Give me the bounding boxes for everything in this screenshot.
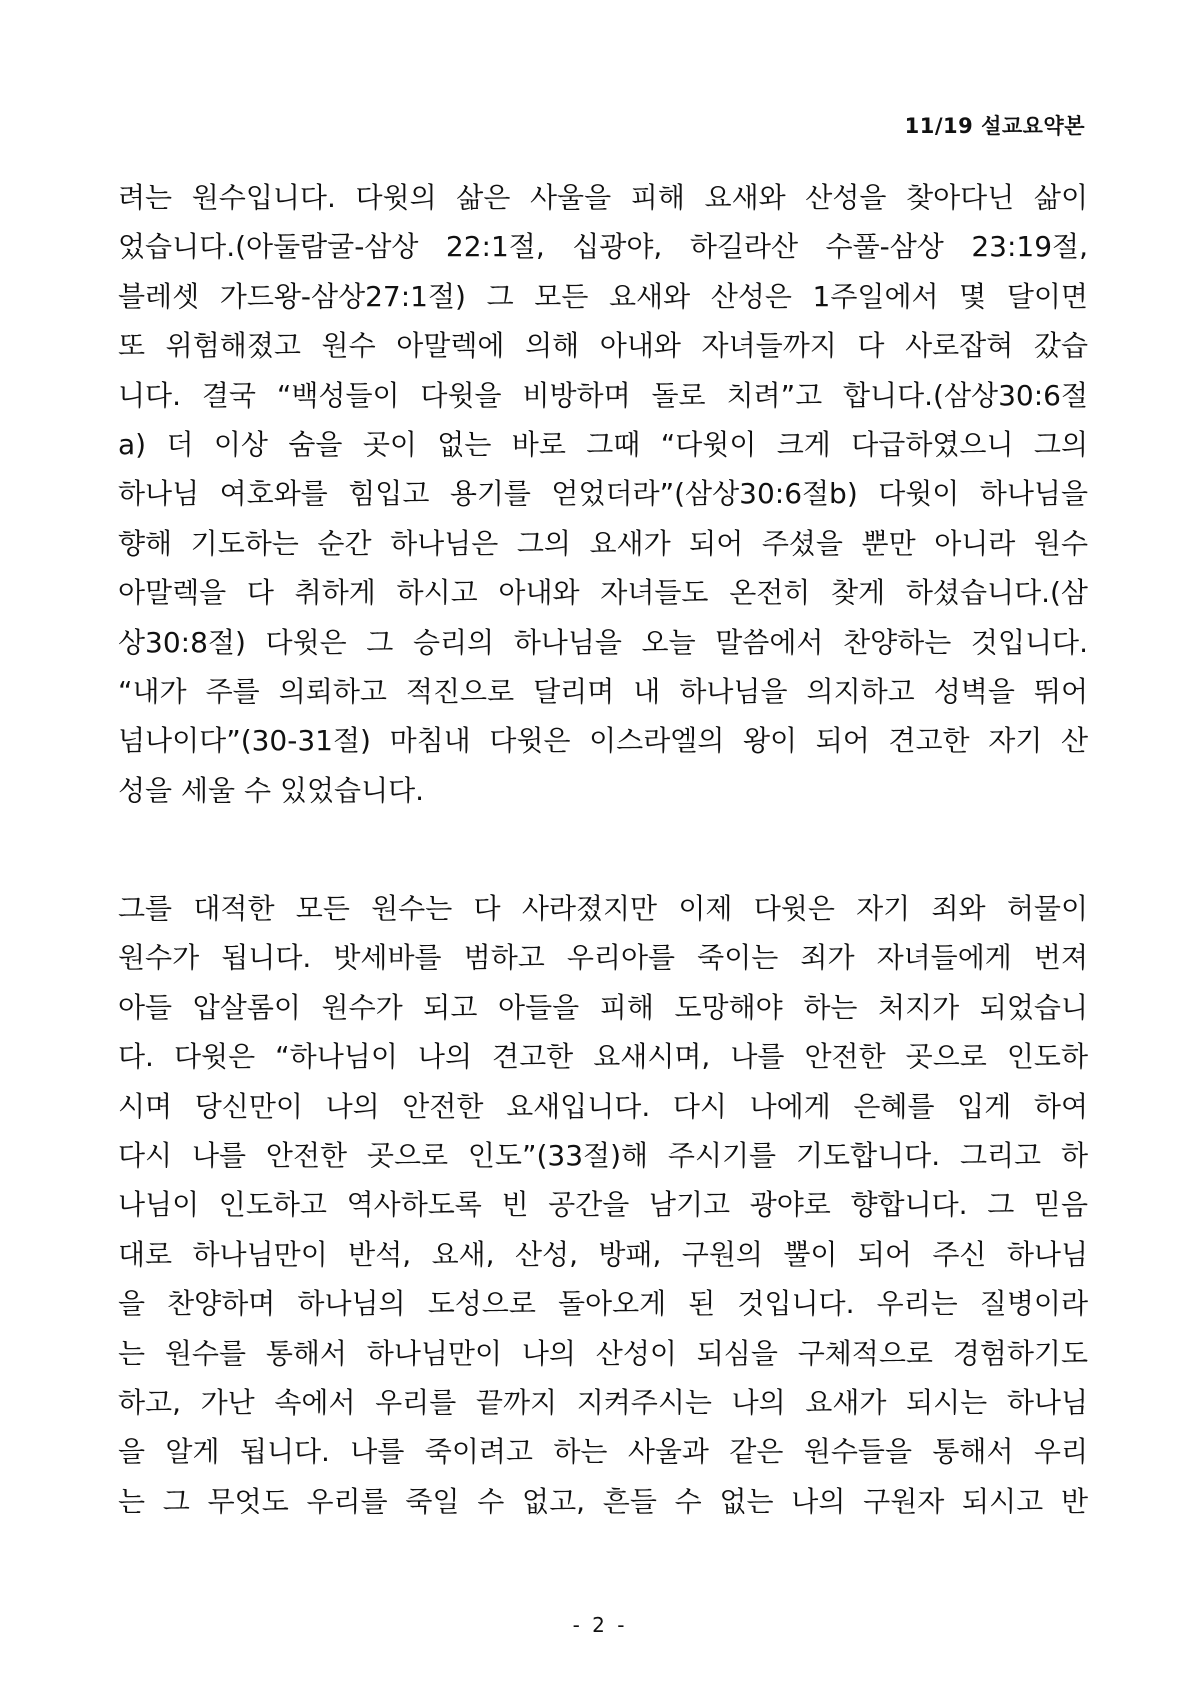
paragraph-line: a) 더 이상 숨을 곳이 없는 바로 그때 “다윗이 크게 다급하였으니 그의 — [118, 427, 1088, 461]
paragraph-line: 다. 다윗은 “하나님이 나의 견고한 요새시며, 나를 안전한 곳으로 인도하 — [118, 1040, 1088, 1074]
paragraph-line: 나님이 인도하고 역사하도록 빈 공간을 남기고 광야로 향합니다. 그 믿음 — [118, 1188, 1088, 1222]
paragraph-line: 대로 하나님만이 반석, 요새, 산성, 방패, 구원의 뿔이 되어 주신 하나님 — [118, 1237, 1088, 1271]
paragraph-line: 하나님 여호와를 힘입고 용기를 얻었더라”(삼상30:6절b) 다윗이 하나님을 — [118, 477, 1088, 511]
paragraph-line: 넘나이다”(30-31절) 마침내 다윗은 이스라엘의 왕이 되어 견고한 자기 산 — [118, 724, 1088, 758]
paragraph-line: 니다. 결국 “백성들이 다윗을 비방하며 돌로 치려”고 합니다.(삼상30:6절 — [118, 378, 1088, 412]
page-number: - 2 - — [572, 1613, 628, 1637]
paragraph-line: 려는 원수입니다. 다윗의 삶은 사울을 피해 요새와 산성을 찾아다닌 삶이 — [118, 181, 1088, 214]
paragraph-line: 그를 대적한 모든 원수는 다 사라졌지만 이제 다윗은 자기 죄와 허물이 — [118, 892, 1088, 925]
paragraph-line: 시며 당신만이 나의 안전한 요새입니다. 다시 나에게 은혜를 입게 하여 — [118, 1089, 1088, 1123]
paragraph-2 — [118, 884, 1088, 1526]
paragraph-line: 블레셋 가드왕-삼상27:1절) 그 모든 요새와 산성은 1주일에서 몇 달이면 — [118, 279, 1088, 313]
paragraph-line: 원수가 됩니다. 밧세바를 범하고 우리아를 죽이는 죄가 자녀들에게 번져 — [118, 941, 1088, 975]
paragraph-line: “내가 주를 의뢰하고 적진으로 달리며 내 하나님을 의지하고 성벽을 뛰어 — [118, 674, 1088, 708]
paragraph-line: 는 원수를 통해서 하나님만이 나의 산성이 되심을 구체적으로 경험하기도 — [118, 1336, 1088, 1370]
paragraph-line: 을 찬양하며 하나님의 도성으로 돌아오게 된 것입니다. 우리는 질병이라 — [118, 1287, 1088, 1321]
paragraph-line: 을 알게 됩니다. 나를 죽이려고 하는 사울과 같은 원수들을 통해서 우리 — [118, 1435, 1088, 1469]
paragraph-line: 다시 나를 안전한 곳으로 인도”(33절)해 주시기를 기도합니다. 그리고 하 — [118, 1138, 1088, 1172]
paragraph-line: 는 그 무엇도 우리를 죽일 수 없고, 흔들 수 없는 나의 구원자 되시고 반 — [118, 1484, 1088, 1518]
paragraph-line: 또 위험해졌고 원수 아말렉에 의해 아내와 자녀들까지 다 사로잡혀 갔습 — [118, 329, 1088, 363]
paragraph-line: 성을 세울 수 있었습니다. — [118, 773, 425, 807]
paragraph-1 — [118, 173, 1088, 815]
paragraph-line: 하고, 가난 속에서 우리를 끝까지 지켜주시는 나의 요새가 되시는 하나님 — [118, 1385, 1088, 1419]
paragraph-line: 었습니다.(아둘람굴-삼상 22:1절, 십광야, 하길라산 수풀-삼상 23:19절, — [118, 230, 1088, 264]
paragraph-line: 상30:8절) 다윗은 그 승리의 하나님을 오늘 말씀에서 찬양하는 것입니다. — [118, 625, 1088, 659]
paragraph-line: 아들 압살롬이 원수가 되고 아들을 피해 도망해야 하는 처지가 되었습니 — [118, 990, 1088, 1024]
paragraph-line: 향해 기도하는 순간 하나님은 그의 요새가 되어 주셨을 뿐만 아니라 원수 — [118, 526, 1088, 560]
paragraph-line: 아말렉을 다 취하게 하시고 아내와 자녀들도 온전히 찾게 하셨습니다.(삼 — [118, 576, 1088, 610]
page-header-title: 11/19 설교요약본 — [904, 114, 1085, 138]
